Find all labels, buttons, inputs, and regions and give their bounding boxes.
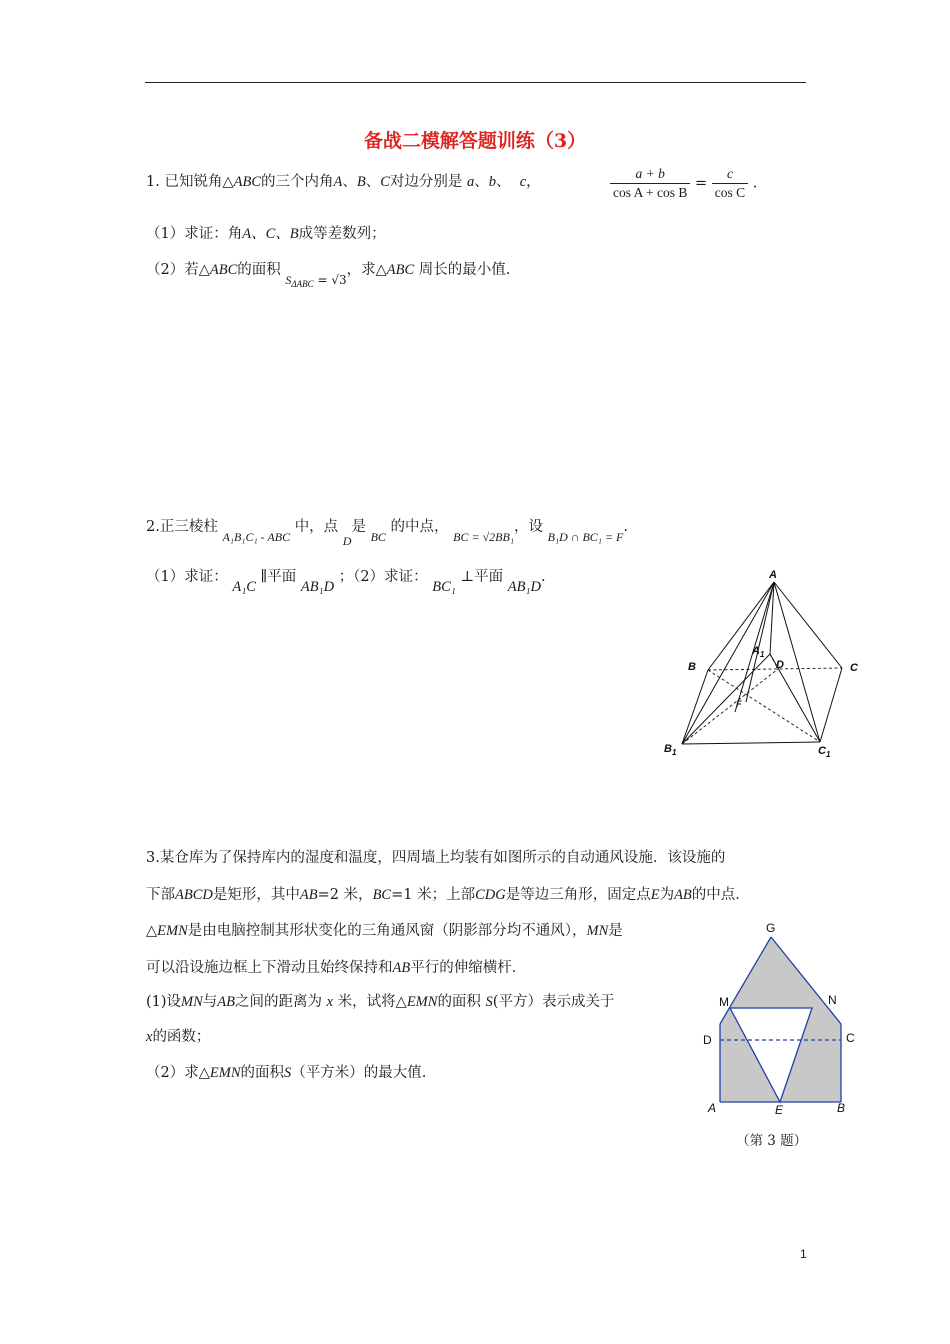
q3-text: 米，试将△ bbox=[337, 994, 407, 1010]
q3-e: E bbox=[650, 887, 660, 903]
label-f: F bbox=[736, 699, 742, 709]
q1-period: . bbox=[752, 175, 758, 192]
ventilation-figure bbox=[695, 918, 870, 1118]
q1-prefix: 1. 已知锐角△ bbox=[146, 174, 234, 190]
q1-frac1-den: cos A + cos B bbox=[613, 185, 688, 200]
q1-part1-suffix: 成等差数列； bbox=[298, 226, 386, 242]
q1-abc: ABC bbox=[233, 174, 261, 190]
q1-text: 的三个内角 bbox=[261, 174, 334, 190]
label-a: A bbox=[769, 569, 777, 581]
q2-text: ，设 bbox=[514, 519, 543, 535]
label-b: B bbox=[688, 661, 696, 673]
q3-text: 的面积 bbox=[437, 994, 481, 1010]
q1-sep: 、 bbox=[496, 174, 511, 190]
q3-ab: AB bbox=[674, 887, 692, 903]
q2-plane-ab1d-2: AB₁D bbox=[507, 579, 541, 595]
q3-line2 bbox=[146, 883, 750, 904]
q3-ab: AB bbox=[392, 960, 411, 976]
q2-period: . bbox=[540, 569, 546, 585]
q3-text: 之间的距离为 bbox=[235, 994, 323, 1010]
q1-frac1-num: a + b bbox=[610, 166, 690, 184]
label-n: N bbox=[828, 993, 837, 1007]
q1-var-b-angle: B bbox=[356, 174, 366, 190]
q2-parts bbox=[146, 565, 546, 595]
q1-area-formula bbox=[285, 273, 346, 287]
q1-equals: = bbox=[694, 175, 708, 192]
q3-part2 bbox=[146, 1061, 426, 1082]
page-number: 1 bbox=[800, 1247, 807, 1261]
label-b1: $B_1$ bbox=[664, 743, 677, 757]
edge-b1d-hidden bbox=[682, 669, 778, 744]
label-a: A bbox=[708, 1101, 717, 1115]
edge-b1c1 bbox=[682, 742, 820, 744]
q1-area-sub: ΔABC bbox=[291, 279, 314, 289]
q3-text: 是由电脑控制其形状变化的三角通风窗（阴影部分均不通风）， bbox=[187, 923, 587, 939]
q2-definition: B₁D ∩ BC₁ = F bbox=[547, 530, 624, 544]
q1-var-b: b bbox=[488, 174, 496, 190]
q1-var-c: c bbox=[519, 174, 527, 190]
edge-bb1 bbox=[682, 670, 708, 744]
q1-var-a-angle: A bbox=[333, 174, 343, 190]
q1-part2-suffix: 周长的最小值. bbox=[414, 262, 511, 278]
page-title: 备战二模解答题训练（3） bbox=[363, 130, 587, 152]
q2-parallel-plane: ∥平面 bbox=[260, 569, 297, 585]
q3-text: 为 bbox=[659, 887, 675, 903]
q3-text: (平方）表示成关于 bbox=[492, 994, 615, 1010]
q2-point-d: D bbox=[342, 534, 352, 548]
q1-part2-mid2: ，求△ bbox=[346, 262, 387, 278]
label-b: B bbox=[837, 1101, 846, 1115]
q1-sep: 、 bbox=[342, 174, 357, 190]
q3-text: 是等边三角形，固定点 bbox=[505, 887, 651, 903]
q1-text: 对边分别是 bbox=[389, 174, 463, 190]
q3-text: △ bbox=[146, 923, 158, 939]
q3-emn: EMN bbox=[406, 994, 438, 1010]
q3-text: (1)设 bbox=[146, 994, 182, 1010]
prism-figure bbox=[660, 562, 875, 767]
q1-area-value: = √3 bbox=[313, 273, 347, 287]
label-c: C bbox=[850, 662, 858, 674]
q3-text: =1 米；上部 bbox=[391, 887, 476, 903]
label-c1: $C_1$ bbox=[818, 745, 831, 759]
q2-perp-plane: ⊥平面 bbox=[460, 569, 504, 585]
q3-text: =2 米， bbox=[317, 887, 373, 903]
q3-s: S bbox=[284, 1065, 292, 1081]
q1-equation bbox=[610, 166, 757, 201]
q2-text: 中，点 bbox=[294, 519, 339, 535]
q1-part2-prefix: （2）若△ bbox=[146, 262, 210, 278]
label-d: D bbox=[776, 659, 784, 671]
q2-bc: BC bbox=[370, 530, 386, 544]
q1-var-a: a bbox=[467, 174, 475, 190]
edge-bc1-hidden bbox=[708, 670, 820, 742]
q3-cdg: CDG bbox=[475, 887, 506, 903]
q3-text: 可以沿设施边框上下滑动且始终保持和 bbox=[146, 960, 393, 976]
q2-text: 是 bbox=[351, 519, 366, 535]
label-m: M bbox=[719, 995, 729, 1009]
edge-bc-hidden bbox=[708, 668, 842, 670]
q3-line4 bbox=[146, 956, 526, 977]
q3-s: S bbox=[485, 994, 493, 1010]
q1-frac2-num: c bbox=[712, 166, 748, 184]
q3-text: （2）求△ bbox=[146, 1065, 210, 1081]
q3-emn: EMN bbox=[157, 923, 188, 939]
q3-ab: AB bbox=[217, 994, 236, 1010]
header-rule bbox=[145, 82, 806, 83]
q1-part2-abc: ABC bbox=[209, 262, 238, 278]
q3-emn: EMN bbox=[209, 1065, 241, 1081]
q2-period: . bbox=[623, 519, 628, 535]
q2-plane-ab1d: AB₁D bbox=[300, 579, 335, 595]
q3-ab: AB bbox=[299, 887, 318, 903]
edge-ac bbox=[774, 582, 842, 668]
q1-sep: 、 bbox=[474, 174, 489, 190]
q1-area-s: S bbox=[285, 273, 292, 287]
q3-part1-line2 bbox=[146, 1025, 210, 1046]
q3-text: 平行的伸缩横杆． bbox=[410, 960, 527, 976]
q1-sep: 、 bbox=[365, 174, 381, 190]
q3-text: 下部 bbox=[146, 887, 175, 903]
label-a1: $A_1$ bbox=[752, 645, 765, 659]
q1-frac2-den: cos C bbox=[714, 185, 746, 200]
q2-part2-prefix: ；（2）求证： bbox=[338, 569, 428, 585]
q1-fraction-right bbox=[712, 166, 748, 201]
q2-prefix: 2.正三棱柱 bbox=[146, 519, 218, 535]
q2-line-a1c: A₁C bbox=[232, 579, 256, 595]
q3-text: （平方米）的最大值. bbox=[291, 1065, 427, 1081]
q1-part1 bbox=[146, 222, 386, 243]
q3-mn: MN bbox=[586, 923, 609, 939]
label-g: G bbox=[766, 921, 776, 935]
label-c: C bbox=[846, 1031, 855, 1045]
q3-text: 的函数； bbox=[152, 1029, 211, 1045]
q3-line1: 3.某仓库为了保持库内的湿度和温度，四周墙上均装有如图所示的自动通风设施．该设施的 bbox=[146, 850, 726, 866]
q3-line3 bbox=[146, 919, 623, 940]
edge-cc1 bbox=[820, 668, 842, 742]
q3-x: x bbox=[326, 994, 334, 1010]
q3-text: 的中点． bbox=[691, 887, 750, 903]
label-e: E bbox=[775, 1103, 784, 1117]
q3-mn: MN bbox=[181, 994, 203, 1010]
q1-part1-vars: A、C、B bbox=[242, 226, 299, 242]
figure-caption: （第 3 题） bbox=[736, 1133, 808, 1149]
q3-abcd: ABCD bbox=[175, 887, 213, 903]
q2-condition: BC = √2BB₁ bbox=[453, 530, 514, 544]
q2-line-bc1: BC₁ bbox=[432, 579, 456, 595]
q1-var-c-angle: C bbox=[380, 174, 390, 190]
q2-part1-prefix: （1）求证： bbox=[146, 569, 228, 585]
q3-text: 的面积 bbox=[240, 1065, 284, 1081]
q1-fraction-left bbox=[610, 166, 690, 201]
q3-part1-line1 bbox=[146, 990, 614, 1011]
q2-text: 的中点， bbox=[390, 519, 449, 535]
q3-text: 是矩形，其中 bbox=[212, 887, 300, 903]
q1-comma: ， bbox=[526, 174, 541, 190]
q1-part2-mid: 的面积 bbox=[237, 262, 281, 278]
q1-part1-prefix: （1）求证：角 bbox=[146, 226, 243, 242]
q2-prism: A₁B₁C₁ - ABC bbox=[222, 530, 291, 544]
label-d: D bbox=[703, 1033, 712, 1047]
q3-bc: BC bbox=[372, 887, 392, 903]
q1-part2-abc2: ABC bbox=[386, 262, 415, 278]
q1-stem bbox=[146, 170, 541, 191]
q3-x: x bbox=[146, 1029, 153, 1045]
q3-text: 与 bbox=[202, 994, 218, 1010]
q3-text: 是 bbox=[608, 923, 623, 939]
